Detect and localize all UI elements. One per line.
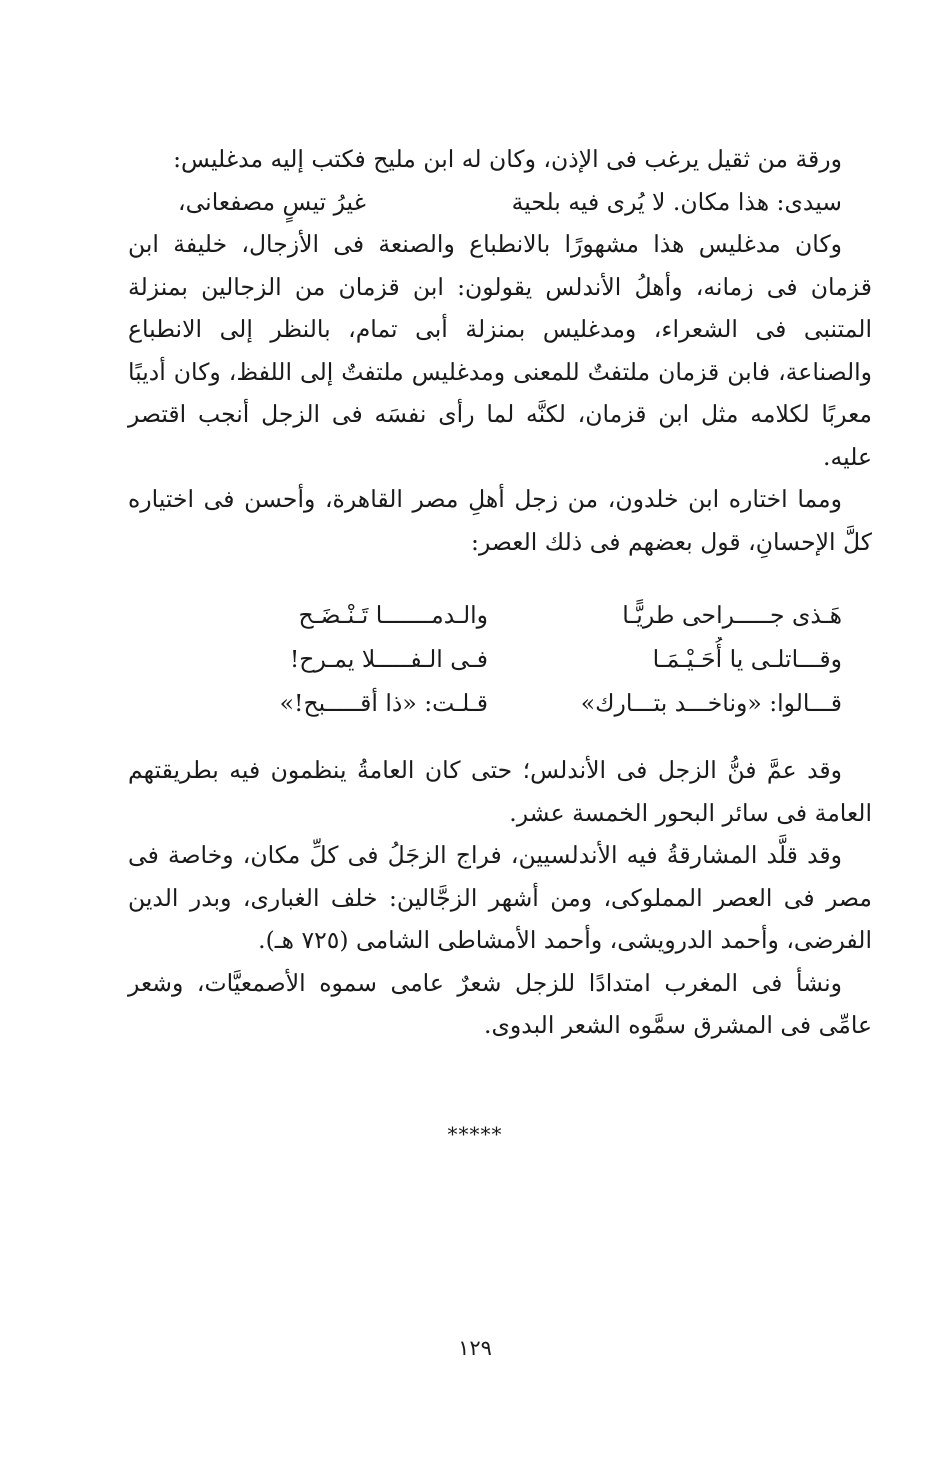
verse-left: فـى الـفـــــلا يمـرح! xyxy=(289,645,488,673)
verse-line xyxy=(128,593,872,637)
body-text xyxy=(128,138,872,1047)
paragraph-1: ورقة من ثقيل يرغب فى الإذن، وكان له ابن مليح فكتب إليه مدغليس: xyxy=(173,145,842,173)
poem-hemistich-left: غيرُ تيسٍ مصفعانى، xyxy=(178,187,366,216)
paragraph-2: وكان مدغليس هذا مشهورًا بالانطباع والصنعة فى الأزجال، خليفة ابن قزمان فى زمانه، وأهلُ الأندلس يقولون: ابن قزمان من الزجالين بمنزلة المتنبى فى الشعراء، ومدغليس بمنزلة أبى تمام، بالنظر إلى الانطباع والصناعة، فابن قزمان ملتفتٌ للمعنى ومدغليس ملتفتٌ إلى اللفظ، وكان أديبًا معربًا لكلامه مثل ابن قزمان، لكنَّه لما رأى نفسَه فى الزجل أنجب اقتصر عليه. xyxy=(128,230,872,471)
verse-right: هَـذى جـــــراحى طريًّـا xyxy=(622,601,842,629)
poem-hemistich-right: سيدى: هذا مكان. لا يُرى فيه بلحية xyxy=(511,187,842,216)
verse-left: قـلـت: «ذا أقـــــبح!» xyxy=(279,689,488,717)
verse-line xyxy=(128,681,872,725)
verse-left: والـدمـــــــا تَـنْـضَـح xyxy=(298,601,488,629)
poem-line xyxy=(128,181,872,224)
paragraph-4: وقد عمَّ فنُّ الزجل فى الأندلس؛ حتى كان العامةُ ينظمون فيه بطريقتهم العامة فى سائر البحور الخمسة عشر. xyxy=(128,756,872,827)
paragraph-5: وقد قلَّد المشارقةُ فيه الأندلسيين، فراج الزجَلُ فى كلِّ مكان، وخاصة فى مصر فى العصر المملوكى، ومن أشهر الزجَّالين: خلف الغبارى، وبدر الدين الفرضى، وأحمد الدرويشى، وأحمد الأمشاطى الشامى (٧٢٥ هـ). xyxy=(128,841,872,954)
verse-right: وقـــاتلـى يا أُحَـيْـمَـا xyxy=(652,645,842,673)
section-separator: ***** xyxy=(447,1122,503,1146)
paragraph-3: ومما اختاره ابن خلدون، من زجل أهلِ مصر القاهرة، وأحسن فى اختياره كلَّ الإحسانِ، قول بعضهم فى ذلك العصر: xyxy=(128,485,872,556)
zajal-verse xyxy=(128,593,872,725)
paragraph-6: ونشأ فى المغرب امتدادًا للزجل شعرٌ عامى سموه الأصمعيَّات، وشعر عامِّى فى المشرق سمَّوه الشعر البدوى. xyxy=(128,968,872,1039)
page-number: ١٢٩ xyxy=(458,1336,492,1360)
verse-right: قـــالوا: «وناخـــد بتـــارك» xyxy=(580,689,842,717)
verse-line xyxy=(128,637,872,681)
